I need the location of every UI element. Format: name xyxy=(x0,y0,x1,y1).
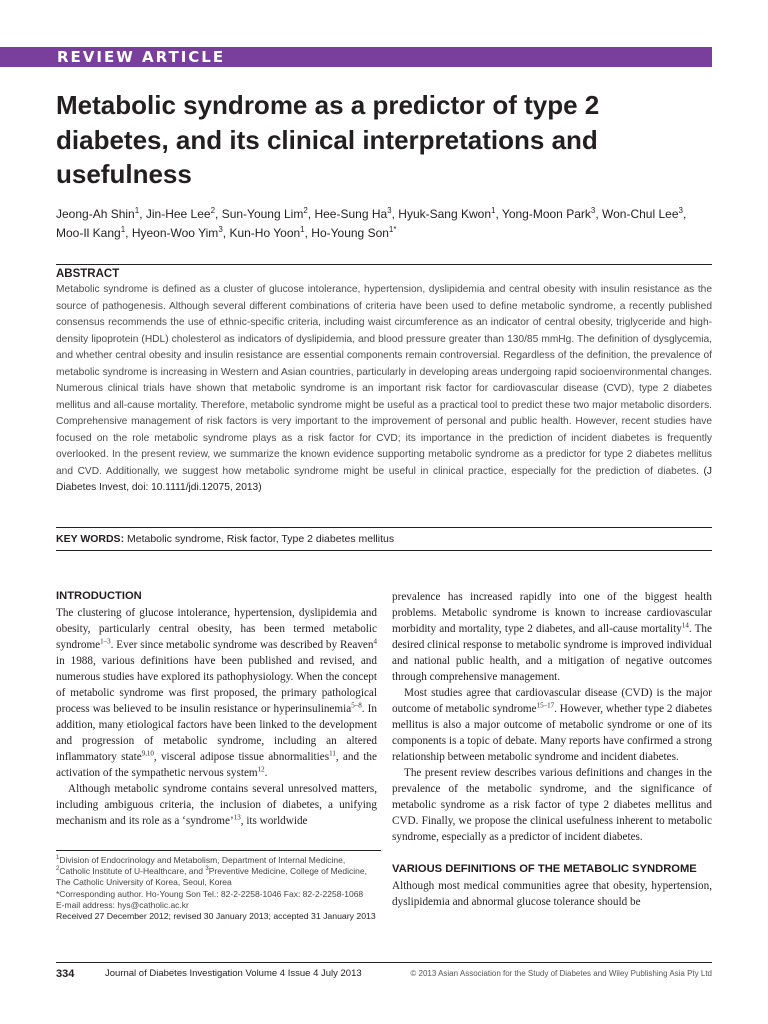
affiliation-mark: 3 xyxy=(678,206,683,215)
article-type-label: REVIEW ARTICLE xyxy=(57,48,226,66)
author: Won-Chul Lee xyxy=(602,207,679,221)
section-band xyxy=(0,47,712,67)
corresponding-author: *Corresponding author. Ho-Young Son Tel.: 82-2-2258-1046 Fax: 82-2-2258-1068 xyxy=(56,888,364,899)
keywords xyxy=(56,533,394,545)
journal-info: Journal of Diabetes Investigation Volume 4 Issue 4 July 2013 xyxy=(105,968,362,979)
affiliation-mark: 2 xyxy=(303,206,308,215)
affiliation-mark: 1 xyxy=(120,225,126,234)
footnote-rule xyxy=(56,850,381,851)
page-number: 334 xyxy=(56,968,75,980)
footnotes xyxy=(56,855,381,922)
author: Kun-Ho Yoon xyxy=(229,226,301,240)
intro-paragraph: The clustering of glucose intolerance, hypertension, dyslipidemia and obesity, particularly central obesity, has been termed metabolic syndrome$^{1-3}$. Ever since metabolic syndrome was described by Reaven$^4$ in 1988, various definitions have been published and revised, and numerous studies have explored its pathophysiology. When the concept of metabolic syndrome was first proposed, the primary pathological process was believed to be insulin resistance or hyperinsulinemia$^{5-8}$. In addition, many etiological factors have been linked to the development and progression of metabolic syndrome, including an altered inflammatory state$^{9,10}$, visceral adipose tissue abnormalities$^{11}$, and the activation of the sympathetic nervous system$^{12}$. xyxy=(56,607,377,779)
affiliation-line: $^1$Division of Endocrinology and Metabolism, Department of Internal Medicine, xyxy=(56,855,346,865)
page-footer xyxy=(56,968,712,980)
left-column xyxy=(56,589,377,829)
affiliation-mark: 1 xyxy=(491,206,496,215)
affiliation-line: The Catholic University of Korea, Seoul, Korea xyxy=(56,877,232,888)
author: Hyuk-Sang Kwon xyxy=(398,207,492,221)
intro-paragraph: The present review describes various definitions and changes in the prevalence of the metabolic syndrome, and the significance of metabolic syndrome as a risk factor of type 2 diabetes mellitus and CVD. Finally, we propose the clinical usefulness inherent to metabolic syndrome, especially as a predictor of incident diabetes. xyxy=(392,767,712,843)
affiliation-mark: 3 xyxy=(387,206,392,215)
author: Yong-Moon Park xyxy=(501,207,591,221)
affiliation-mark: 2 xyxy=(210,206,216,215)
section-paragraph: Although most medical communities agree that obesity, hypertension, dyslipidemia and abnormal glucose tolerance should be xyxy=(392,880,712,908)
author: Sun-Young Lim xyxy=(221,207,304,221)
affiliation-mark: 3 xyxy=(218,225,223,234)
affiliation-mark: 1* xyxy=(388,225,397,234)
received-dates: Received 27 December 2012; revised 30 January 2013; accepted 31 January 2013 xyxy=(56,911,376,922)
article-title: Metabolic syndrome as a predictor of type 2 diabetes, and its clinical interpretations and usefulness xyxy=(56,90,600,190)
keywords-label: KEY WORDS: xyxy=(56,533,125,545)
section-heading: VARIOUS DEFINITIONS OF THE METABOLIC SYNDROME xyxy=(392,863,697,875)
intro-paragraph: Most studies agree that cardiovascular disease (CVD) is the major outcome of metabolic syndrome$^{15-17}$. However, whether type 2 diabetes mellitus is also a major outcome of metabolic syndrome or one of its components is a topic of debate. Many reports have confirmed a strong relationship between metabolic syndrome and incident diabetes. xyxy=(392,687,712,763)
author-list: Jeong-Ah Shin$^1$, Jin-Hee Lee$^2$, Sun-Young Lim$^2$, Hee-Sung Ha$^3$, Hyuk-Sang Kwon$^1$, Yong-Moon Park$^3$, Won-Chul Lee$^3$, Moo-Il Kang$^1$, Hyeon-Woo Yim$^3$, Kun-Ho Yoon$^1$, Ho-Young Son$^{1*}$ xyxy=(56,206,687,240)
intro-heading: INTRODUCTION xyxy=(56,590,142,602)
copyright: © 2013 Asian Association for the Study of Diabetes and Wiley Publishing Asia Pty Ltd xyxy=(410,969,712,978)
keywords-bottom-rule xyxy=(56,550,712,551)
affiliation-mark: 1 xyxy=(134,206,140,215)
author: Ho-Young Son xyxy=(311,226,389,240)
author: Jeong-Ah Shin xyxy=(56,207,135,221)
abstract-heading: ABSTRACT xyxy=(56,268,120,280)
author: Moo-Il Kang xyxy=(56,226,121,240)
keywords-value: Metabolic syndrome, Risk factor, Type 2 diabetes mellitus xyxy=(126,533,395,545)
abstract-top-rule xyxy=(56,264,712,265)
affiliation-mark: 1 xyxy=(300,225,305,234)
right-column xyxy=(392,589,712,910)
keywords-top-rule xyxy=(56,527,712,528)
abstract-body xyxy=(56,282,712,497)
email-line: E-mail address: hys@catholic.ac.kr xyxy=(56,899,189,910)
author: Hyeon-Woo Yim xyxy=(131,226,219,240)
author: Hee-Sung Ha xyxy=(314,207,388,221)
footer-rule xyxy=(56,962,712,963)
affiliation-mark: 3 xyxy=(590,206,596,215)
affiliation-line: $^2$Catholic Institute of U-Healthcare, and $^3$Preventive Medicine, College of Medicine, xyxy=(56,866,367,877)
intro-paragraph: Although metabolic syndrome contains several unresolved matters, including ambiguous criteria, the inclusion of diabetes, a unifying mechanism and its role as a ‘syndrome’$^{13}$, its worldwide xyxy=(56,783,377,827)
abstract-text: Metabolic syndrome is defined as a cluster of glucose intolerance, hypertension, dyslipidemia and central obesity with insulin resistance as the source of pathogenesis. Although several different combinations of criteria have been used to define metabolic syndrome, a recently published consensus recommends the use of ethnic-specific criteria, including waist circumference as an indicator of central obesity, triglyceride and high-density lipoprotein (HDL) cholesterol as indicators of dyslipidemia, and blood pressure greater than 130/85 mmHg. The definition of dysglycemia, and whether central obesity and insulin resistance are essential components remain controversial. Regardless of the definition, the prevalence of metabolic syndrome is increasing in Western and Asian countries, particularly in developing areas undergoing rapid socioenvironmental changes. Numerous clinical trials have shown that metabolic syndrome is an important risk factor for cardiovascular disease (CVD), type 2 diabetes mellitus and all-cause mortality. Therefore, metabolic syndrome might be useful as a practical tool to predict these two major metabolic disorders. Comprehensive management of risk factors is very important to the improvement of personal and public health. However, recent studies have focused on the role metabolic syndrome plays as a risk factor for CVD; its importance in the prediction of incident diabetes is frequently overlooked. In the present review, we summarize the known evidence supporting metabolic syndrome as a predictor for type 2 diabetes mellitus and CVD. Additionally, we suggest how metabolic syndrome might be useful in clinical practice, especially for the prediction of diabetes. xyxy=(56,284,712,477)
abstract-citation: (J Diabetes Invest, doi: 10.1111/jdi.12075, 2013) xyxy=(56,465,712,493)
intro-paragraph: prevalence has increased rapidly into one of the biggest health problems. Metabolic syndrome is known to increase cardiovascular morbidity and mortality, type 2 diabetes, and all-cause mortality$^{14}$. The desired clinical response to metabolic syndrome is improved individual and national public health, and a mitigation of negative outcomes through comprehensive management. xyxy=(392,591,712,683)
author: Jin-Hee Lee xyxy=(145,207,211,221)
